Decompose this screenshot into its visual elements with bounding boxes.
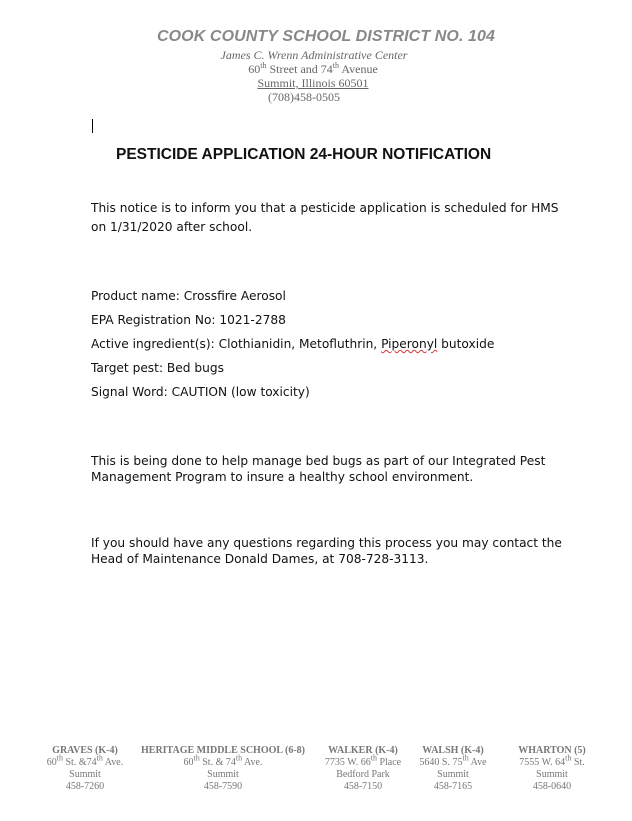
district-name: COOK COUNTY SCHOOL DISTRICT NO. 104 xyxy=(156,28,496,45)
footer-school-graves: GRAVES (K-4) 60th St. &74th Ave. Summit 458-7260 xyxy=(30,745,140,793)
school-city: Bedford Park xyxy=(336,769,390,780)
signal-word: Signal Word: CAUTION (low toxicity) xyxy=(91,385,310,399)
target-pest: Target pest: Bed bugs xyxy=(91,361,224,375)
school-city: Summit xyxy=(437,769,469,780)
school-address: 60th St. & 74th Ave. xyxy=(183,753,263,768)
school-address: 7555 W. 64th St. xyxy=(519,753,585,768)
school-phone: 458-7150 xyxy=(343,781,383,792)
school-phone: 458-7590 xyxy=(203,781,243,792)
school-phone: 458-7165 xyxy=(433,781,473,792)
school-phone: 458-7260 xyxy=(65,781,105,792)
school-city: Summit xyxy=(69,769,101,780)
footer-school-walsh: WALSH (K-4) 5640 S. 75th Ave Summit 458-7165 xyxy=(410,745,496,793)
notice-title: PESTICIDE APPLICATION 24-HOUR NOTIFICATION xyxy=(116,146,492,163)
city-address: Summit, Illinois 60501 xyxy=(257,76,369,90)
school-address: 60th St. &74th Ave. xyxy=(46,753,124,768)
text-cursor xyxy=(92,119,93,133)
street-address: 60th Street and 74th Avenue xyxy=(248,61,378,76)
school-address: 7735 W. 66th Place xyxy=(324,753,402,768)
footer-school-walker: WALKER (K-4) 7735 W. 66th Place Bedford Park 458-7150 xyxy=(318,745,408,793)
product-name: Product name: Crossfire Aerosol xyxy=(91,289,286,303)
footer-school-wharton: WHARTON (5) 7555 W. 64th St. Summit 458-0640 xyxy=(506,745,598,793)
letterhead xyxy=(0,28,632,104)
school-city: Summit xyxy=(536,769,568,780)
active-ingredients: Active ingredient(s): Clothianidin, Metofluthrin, Piperonyl butoxide xyxy=(91,337,495,351)
spellcheck-flagged-word: Piperonyl xyxy=(381,337,438,351)
intro-paragraph: This notice is to inform you that a pesticide application is scheduled for HMS on 1/31/2020 after school. xyxy=(91,201,559,234)
district-phone: (708)458-0505 xyxy=(268,90,340,104)
contact-paragraph: If you should have any questions regarding this process you may contact the Head of Maintenance Donald Dames, at 708-728-3113. xyxy=(91,536,562,566)
epa-registration: EPA Registration No: 1021-2788 xyxy=(91,313,286,327)
school-city: Summit xyxy=(207,769,239,780)
reason-paragraph: This is being done to help manage bed bugs as part of our Integrated Pest Management Program to insure a healthy school environment. xyxy=(91,454,546,484)
footer-school-heritage: HERITAGE MIDDLE SCHOOL (6-8) 60th St. & 74th Ave. Summit 458-7590 xyxy=(133,745,313,793)
school-phone: 458-0640 xyxy=(532,781,572,792)
school-address: 5640 S. 75th Ave xyxy=(419,753,487,768)
admin-center-name: James C. Wrenn Administrative Center xyxy=(220,48,408,62)
